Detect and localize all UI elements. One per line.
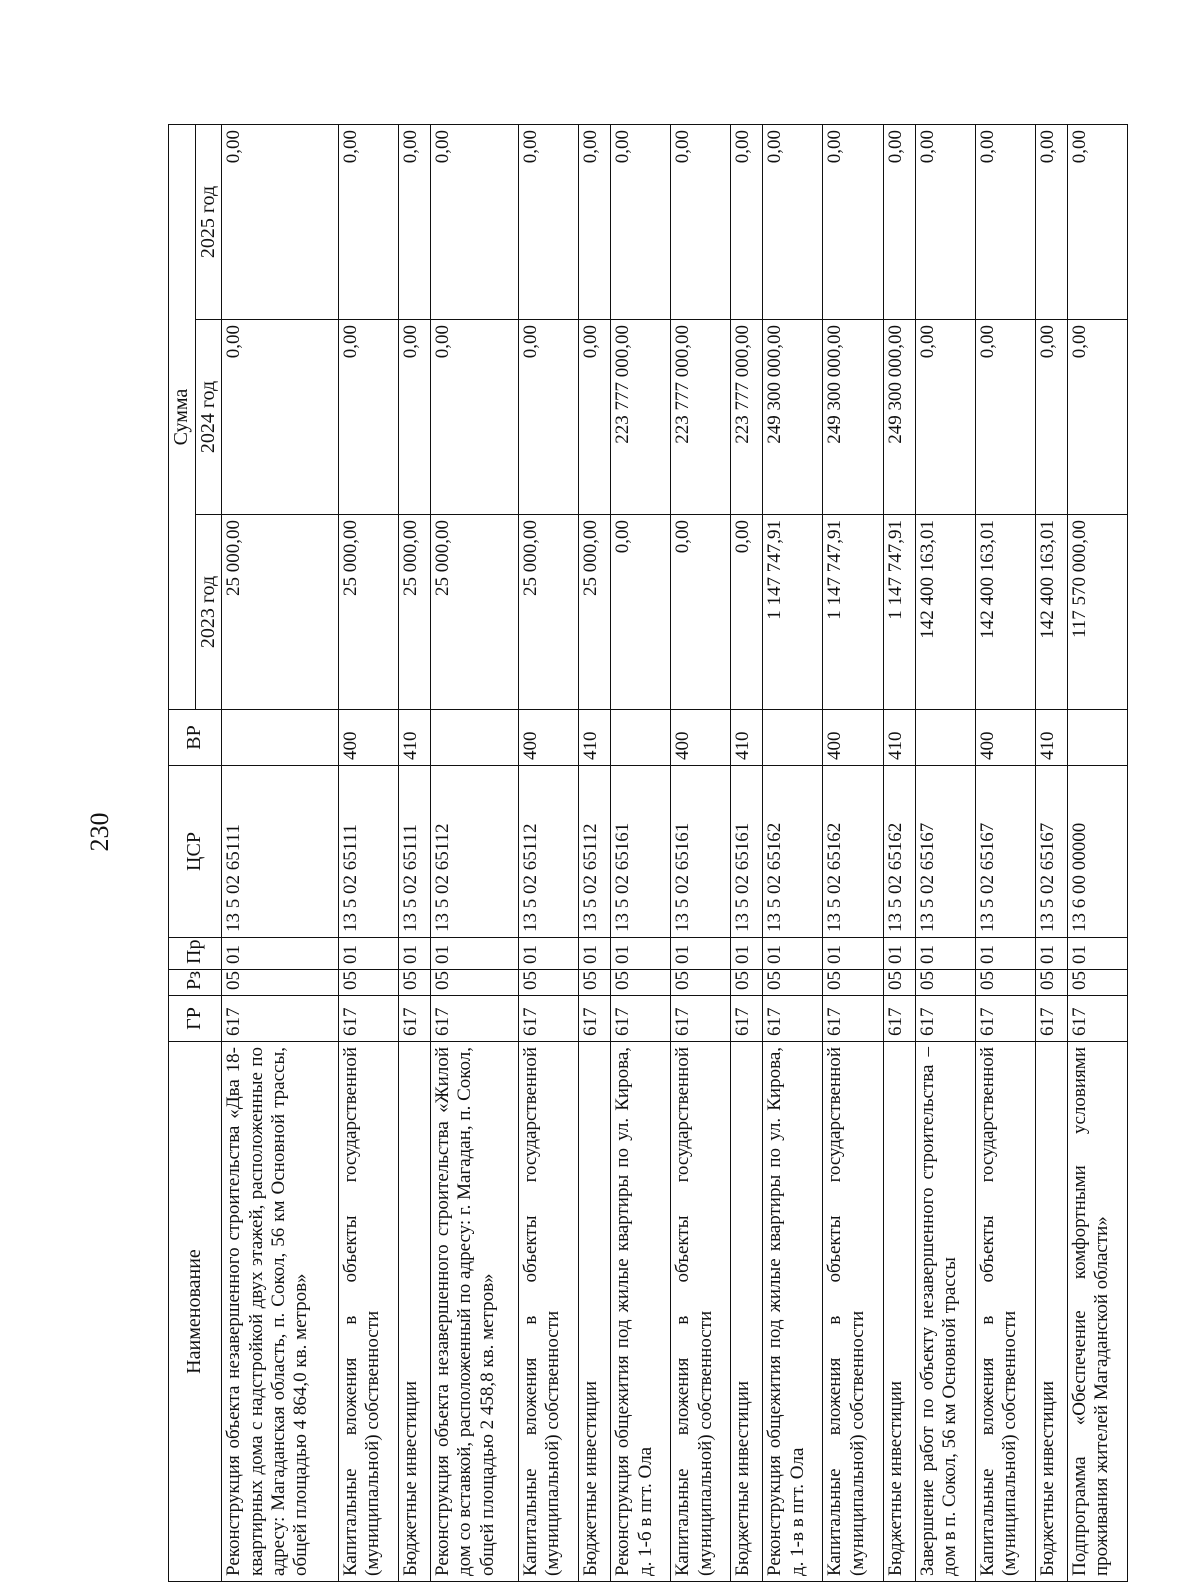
cell-csr: 13 5 02 65111 (398, 766, 430, 938)
cell-2023: 1 147 747,91 (883, 515, 915, 710)
cell-gr: 617 (763, 996, 823, 1042)
cell-csr: 13 5 02 65112 (579, 766, 611, 938)
table-row (915, 125, 975, 1582)
cell-gr: 617 (823, 996, 883, 1042)
table-row (1067, 125, 1127, 1582)
table-row (975, 125, 1035, 1582)
cell-pr: 01 (1067, 938, 1127, 970)
cell-csr: 13 5 02 65162 (883, 766, 915, 938)
header-name: Наименование (169, 1042, 222, 1582)
cell-name: Реконструкция объекта незавершенного строительства «Жилой дом со вставкой, расположенный по адресу: г. Магадан, п. Сокол, общей площадью 2 458,8 кв. метров» (430, 1042, 518, 1582)
table-row (430, 125, 518, 1582)
header-csr: ЦСР (169, 766, 222, 938)
cell-pr: 01 (430, 938, 518, 970)
cell-rz: 05 (915, 970, 975, 996)
cell-2024: 0,00 (1067, 320, 1127, 515)
cell-vr: 410 (1035, 710, 1067, 766)
table-row (519, 125, 579, 1582)
cell-2025: 0,00 (883, 125, 915, 320)
cell-2025: 0,00 (671, 125, 731, 320)
cell-name: Капитальные вложения в объекты государственной (муниципальной) собственности (671, 1042, 731, 1582)
cell-2025: 0,00 (222, 125, 338, 320)
cell-vr: 410 (579, 710, 611, 766)
cell-2024: 0,00 (975, 320, 1035, 515)
cell-name: Бюджетные инвестиции (1035, 1042, 1067, 1582)
cell-2023: 25 000,00 (430, 515, 518, 710)
cell-rz: 05 (823, 970, 883, 996)
cell-csr: 13 5 02 65161 (611, 766, 671, 938)
cell-name: Капитальные вложения в объекты государственной (муниципальной) собственности (975, 1042, 1035, 1582)
cell-pr: 01 (975, 938, 1035, 970)
cell-2024: 0,00 (222, 320, 338, 515)
table-row (338, 125, 398, 1582)
cell-2024: 0,00 (1035, 320, 1067, 515)
cell-rz: 05 (731, 970, 763, 996)
cell-gr: 617 (338, 996, 398, 1042)
cell-rz: 05 (763, 970, 823, 996)
table-row (823, 125, 883, 1582)
cell-2025: 0,00 (338, 125, 398, 320)
cell-gr: 617 (975, 996, 1035, 1042)
cell-name: Завершение работ по объекту незавершенного строительства – дом в п. Сокол, 56 км Основной трассы (915, 1042, 975, 1582)
header-gr: ГР (169, 996, 222, 1042)
table-row (731, 125, 763, 1582)
cell-2024: 223 777 000,00 (671, 320, 731, 515)
cell-2025: 0,00 (579, 125, 611, 320)
cell-2023: 142 400 163,01 (975, 515, 1035, 710)
header-sum: Сумма (169, 125, 196, 710)
cell-2025: 0,00 (1035, 125, 1067, 320)
cell-name: Капитальные вложения в объекты государственной (муниципальной) собственности (519, 1042, 579, 1582)
cell-gr: 617 (731, 996, 763, 1042)
cell-csr: 13 5 02 65162 (763, 766, 823, 938)
cell-name: Реконструкция общежития под жилые квартиры по ул. Кирова, д. 1-б в пгт. Ола (611, 1042, 671, 1582)
cell-vr: 410 (731, 710, 763, 766)
cell-2024: 223 777 000,00 (731, 320, 763, 515)
cell-pr: 01 (222, 938, 338, 970)
cell-2024: 0,00 (430, 320, 518, 515)
cell-vr (611, 710, 671, 766)
cell-csr: 13 5 02 65111 (222, 766, 338, 938)
cell-2025: 0,00 (731, 125, 763, 320)
cell-pr: 01 (579, 938, 611, 970)
cell-rz: 05 (430, 970, 518, 996)
cell-csr: 13 6 00 00000 (1067, 766, 1127, 938)
header-2023: 2023 год (195, 515, 222, 710)
cell-2023: 25 000,00 (338, 515, 398, 710)
cell-pr: 01 (1035, 938, 1067, 970)
cell-gr: 617 (1067, 996, 1127, 1042)
cell-name: Бюджетные инвестиции (579, 1042, 611, 1582)
cell-pr: 01 (823, 938, 883, 970)
cell-2024: 249 300 000,00 (883, 320, 915, 515)
rotated-table-container (168, 126, 1128, 1582)
table-row (763, 125, 823, 1582)
cell-vr (915, 710, 975, 766)
cell-2025: 0,00 (611, 125, 671, 320)
cell-pr: 01 (338, 938, 398, 970)
header-pr: Пр (169, 938, 222, 970)
cell-gr: 617 (883, 996, 915, 1042)
cell-vr (222, 710, 338, 766)
cell-2024: 249 300 000,00 (763, 320, 823, 515)
cell-name: Реконструкция объекта незавершенного строительства «Два 18-квартирных дома с надстройкой двух этажей, расположенные по адресу: Магаданская область, п. Сокол, 56 км Основной трассы, общей площадью 4 864,0 кв. метров» (222, 1042, 338, 1582)
header-2025: 2025 год (195, 125, 222, 320)
page-number: 230 (85, 812, 114, 852)
cell-rz: 05 (398, 970, 430, 996)
budget-table (168, 124, 1128, 1582)
cell-vr: 400 (823, 710, 883, 766)
cell-gr: 617 (915, 996, 975, 1042)
table-row (611, 125, 671, 1582)
cell-rz: 05 (1067, 970, 1127, 996)
cell-2023: 142 400 163,01 (915, 515, 975, 710)
table-row (1035, 125, 1067, 1582)
cell-rz: 05 (519, 970, 579, 996)
cell-2025: 0,00 (975, 125, 1035, 320)
cell-2023: 0,00 (671, 515, 731, 710)
cell-2024: 0,00 (915, 320, 975, 515)
cell-2024: 0,00 (519, 320, 579, 515)
cell-rz: 05 (222, 970, 338, 996)
cell-vr: 400 (671, 710, 731, 766)
cell-name: Капитальные вложения в объекты государственной (муниципальной) собственности (823, 1042, 883, 1582)
cell-2023: 25 000,00 (222, 515, 338, 710)
cell-pr: 01 (671, 938, 731, 970)
header-vr: ВР (169, 710, 222, 766)
cell-2024: 249 300 000,00 (823, 320, 883, 515)
cell-pr: 01 (915, 938, 975, 970)
table-row (579, 125, 611, 1582)
header-2024: 2024 год (195, 320, 222, 515)
cell-rz: 05 (671, 970, 731, 996)
cell-gr: 617 (222, 996, 338, 1042)
cell-csr: 13 5 02 65167 (1035, 766, 1067, 938)
cell-2024: 223 777 000,00 (611, 320, 671, 515)
cell-pr: 01 (519, 938, 579, 970)
cell-2025: 0,00 (915, 125, 975, 320)
cell-2025: 0,00 (763, 125, 823, 320)
cell-name: Капитальные вложения в объекты государственной (муниципальной) собственности (338, 1042, 398, 1582)
cell-name: Бюджетные инвестиции (731, 1042, 763, 1582)
cell-vr: 410 (398, 710, 430, 766)
cell-csr: 13 5 02 65112 (519, 766, 579, 938)
cell-2023: 142 400 163,01 (1035, 515, 1067, 710)
cell-vr: 400 (338, 710, 398, 766)
table-row (398, 125, 430, 1582)
cell-2023: 117 570 000,00 (1067, 515, 1127, 710)
cell-csr: 13 5 02 65162 (823, 766, 883, 938)
cell-csr: 13 5 02 65161 (671, 766, 731, 938)
cell-name: Реконструкция общежития под жилые квартиры по ул. Кирова, д. 1-в в пгт. Ола (763, 1042, 823, 1582)
cell-gr: 617 (398, 996, 430, 1042)
cell-name: Подпрограмма «Обеспечение комфортными условиями проживания жителей Магаданской области» (1067, 1042, 1127, 1582)
cell-2023: 0,00 (611, 515, 671, 710)
cell-vr: 400 (519, 710, 579, 766)
cell-2025: 0,00 (398, 125, 430, 320)
header-rz: Рз (169, 970, 222, 996)
cell-2023: 1 147 747,91 (763, 515, 823, 710)
cell-name: Бюджетные инвестиции (398, 1042, 430, 1582)
cell-pr: 01 (611, 938, 671, 970)
cell-gr: 617 (611, 996, 671, 1042)
cell-csr: 13 5 02 65112 (430, 766, 518, 938)
cell-2025: 0,00 (430, 125, 518, 320)
cell-2024: 0,00 (579, 320, 611, 515)
cell-2023: 25 000,00 (579, 515, 611, 710)
table-body (222, 125, 1128, 1582)
table-header (169, 125, 222, 1582)
cell-csr: 13 5 02 65167 (915, 766, 975, 938)
cell-csr: 13 5 02 65161 (731, 766, 763, 938)
cell-rz: 05 (883, 970, 915, 996)
cell-vr (430, 710, 518, 766)
cell-2023: 1 147 747,91 (823, 515, 883, 710)
cell-vr (763, 710, 823, 766)
cell-rz: 05 (611, 970, 671, 996)
cell-csr: 13 5 02 65111 (338, 766, 398, 938)
cell-rz: 05 (338, 970, 398, 996)
cell-2025: 0,00 (823, 125, 883, 320)
cell-2025: 0,00 (1067, 125, 1127, 320)
cell-gr: 617 (430, 996, 518, 1042)
cell-2023: 25 000,00 (398, 515, 430, 710)
cell-pr: 01 (398, 938, 430, 970)
cell-rz: 05 (579, 970, 611, 996)
cell-gr: 617 (519, 996, 579, 1042)
cell-gr: 617 (671, 996, 731, 1042)
cell-2025: 0,00 (519, 125, 579, 320)
cell-vr (1067, 710, 1127, 766)
cell-gr: 617 (579, 996, 611, 1042)
cell-pr: 01 (883, 938, 915, 970)
table-row (883, 125, 915, 1582)
cell-2024: 0,00 (398, 320, 430, 515)
cell-pr: 01 (731, 938, 763, 970)
cell-vr: 410 (883, 710, 915, 766)
cell-rz: 05 (975, 970, 1035, 996)
cell-2023: 0,00 (731, 515, 763, 710)
cell-rz: 05 (1035, 970, 1067, 996)
table-row (671, 125, 731, 1582)
cell-2024: 0,00 (338, 320, 398, 515)
cell-gr: 617 (1035, 996, 1067, 1042)
cell-csr: 13 5 02 65167 (975, 766, 1035, 938)
cell-pr: 01 (763, 938, 823, 970)
cell-vr: 400 (975, 710, 1035, 766)
cell-2023: 25 000,00 (519, 515, 579, 710)
cell-name: Бюджетные инвестиции (883, 1042, 915, 1582)
table-row (222, 125, 338, 1582)
